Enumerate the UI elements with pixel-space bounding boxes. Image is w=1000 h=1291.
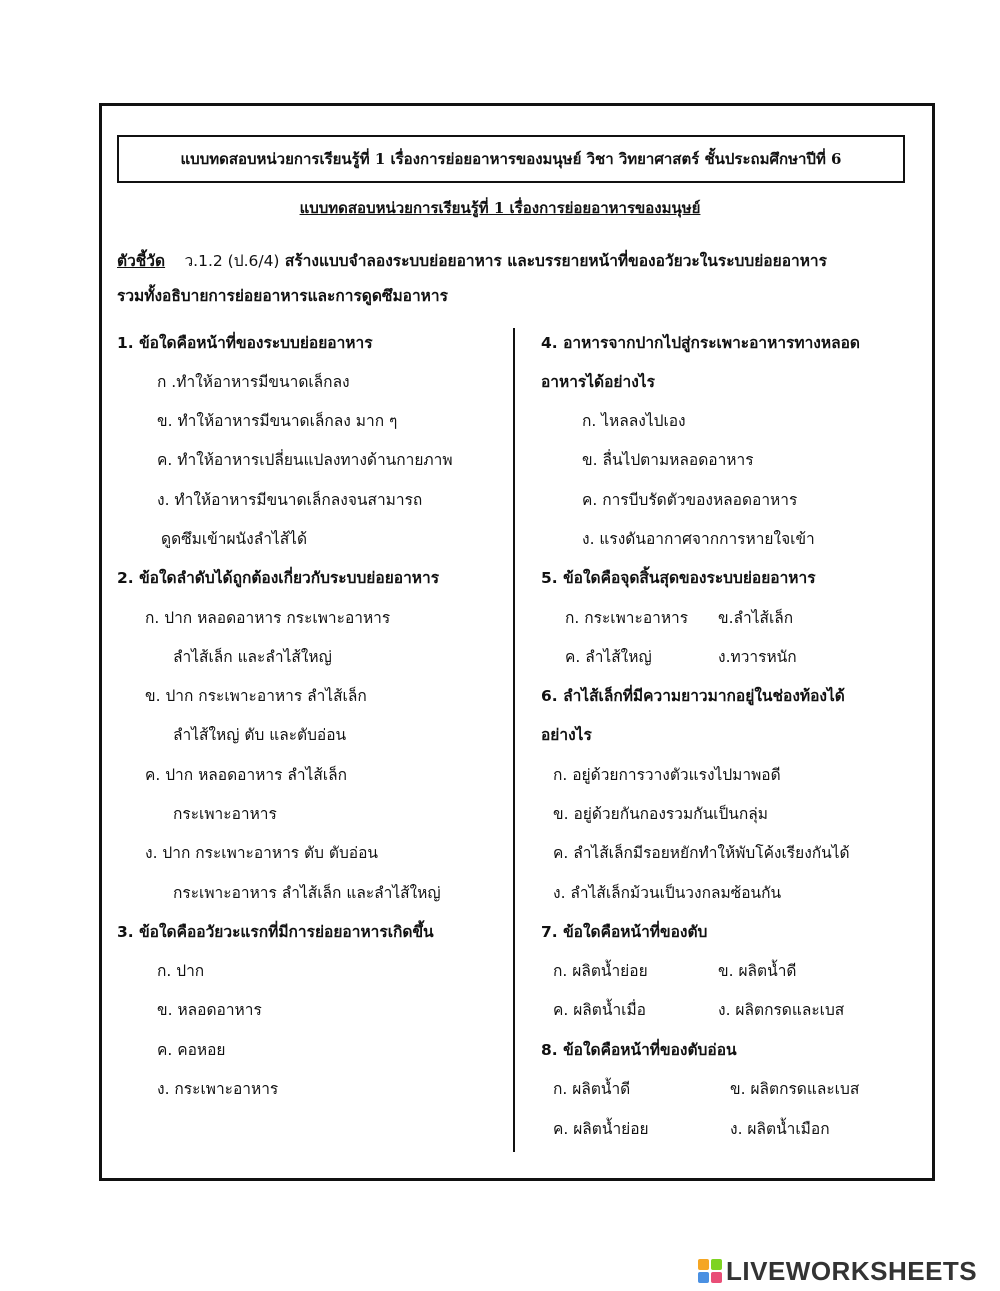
q4-option-a[interactable]: ก. ไหลลงไปเอง — [582, 412, 686, 430]
logo-text: LIVEWORKSHEETS — [726, 1255, 978, 1286]
q3-option-d[interactable]: ง. กระเพาะอาหาร — [157, 1080, 279, 1098]
q8-option-b[interactable]: ข. ผลิตกรดและเบส — [730, 1080, 860, 1098]
q7-option-a[interactable]: ก. ผลิตน้ำย่อย — [553, 962, 648, 980]
q6-option-b[interactable]: ข. อยู่ด้วยกันกองรวมกันเป็นกลุ่ม — [553, 805, 768, 823]
q5-option-c[interactable]: ค. ลำไส้ใหญ่ — [565, 648, 652, 666]
q2-option-d-cont: กระเพาะอาหาร ลำไส้เล็ก และลำไส้ใหญ่ — [173, 884, 441, 902]
q2-option-c-cont: กระเพาะอาหาร — [173, 805, 277, 823]
q7-option-b[interactable]: ข. ผลิตน้ำดี — [718, 962, 797, 980]
q8-option-c[interactable]: ค. ผลิตน้ำย่อย — [553, 1120, 649, 1138]
logo-square-2 — [711, 1259, 722, 1270]
question-5: 5. ข้อใดคือจุดสิ้นสุดของระบบย่อยอาหาร — [541, 569, 816, 587]
indicator-text-2: รวมทั้งอธิบายการย่อยอาหารและการดูดซึมอาหาร — [117, 287, 448, 305]
question-4-cont: อาหารได้อย่างไร — [541, 373, 655, 391]
q6-option-a[interactable]: ก. อยู่ด้วยการวางตัวแรงไปมาพอดี — [553, 766, 781, 784]
liveworksheets-logo[interactable] — [698, 1256, 977, 1286]
indicator-block — [117, 244, 907, 314]
logo-square-1 — [698, 1259, 709, 1270]
header-title: แบบทดสอบหน่วยการเรียนรู้ที่ 1 เรื่องการย่อยอาหารของมนุษย์ วิชา วิทยาศาสตร์ ชั้นประถมศึกษาปีที่ 6 — [180, 150, 842, 168]
liveworksheets-logo-icon — [698, 1259, 722, 1283]
logo-square-4 — [711, 1272, 722, 1283]
question-2: 2. ข้อใดลำดับได้ถูกต้องเกี่ยวกับระบบย่อยอาหาร — [117, 569, 440, 587]
question-7: 7. ข้อใดคือหน้าที่ของตับ — [541, 923, 708, 941]
q5-option-b[interactable]: ข.ลำไส้เล็ก — [718, 609, 794, 627]
q2-option-a-cont: ลำไส้เล็ก และลำไส้ใหญ่ — [173, 648, 332, 666]
q4-option-c[interactable]: ค. การบีบรัดตัวของหลอดอาหาร — [582, 491, 798, 509]
q8-option-a[interactable]: ก. ผลิตน้ำดี — [553, 1080, 631, 1098]
q6-option-d[interactable]: ง. ลำไส้เล็กม้วนเป็นวงกลมซ้อนกัน — [553, 884, 782, 902]
header-title-box — [117, 135, 905, 183]
q1-option-b[interactable]: ข. ทำให้อาหารมีขนาดเล็กลง มาก ๆ — [157, 412, 398, 430]
q2-option-c[interactable]: ค. ปาก หลอดอาหาร ลำไส้เล็ก — [145, 766, 347, 784]
q5-option-d[interactable]: ง.ทวารหนัก — [718, 648, 797, 666]
q7-option-d[interactable]: ง. ผลิตกรดและเบส — [718, 1001, 845, 1019]
q8-option-d[interactable]: ง. ผลิตน้ำเมือก — [730, 1120, 830, 1138]
page-subtitle: แบบทดสอบหน่วยการเรียนรู้ที่ 1 เรื่องการย่อยอาหารของมนุษย์ — [299, 199, 701, 217]
q7-option-c[interactable]: ค. ผลิตน้ำเมื่อ — [553, 1001, 646, 1019]
logo-square-3 — [698, 1272, 709, 1283]
q1-option-d-cont: ดูดซึมเข้าผนังลำไส้ได้ — [161, 530, 308, 548]
q1-option-a[interactable]: ก .ทำให้อาหารมีขนาดเล็กลง — [157, 373, 350, 391]
question-1: 1. ข้อใดคือหน้าที่ของระบบย่อยอาหาร — [117, 334, 373, 352]
column-divider — [513, 328, 515, 1152]
q4-option-d[interactable]: ง. แรงดันอากาศจากการหายใจเข้า — [582, 530, 815, 548]
q4-option-b[interactable]: ข. ลื่นไปตามหลอดอาหาร — [582, 451, 754, 469]
q2-option-a[interactable]: ก. ปาก หลอดอาหาร กระเพาะอาหาร — [145, 609, 391, 627]
indicator-line-1 — [117, 244, 907, 279]
indicator-text-1: สร้างแบบจำลองระบบย่อยอาหาร และบรรยายหน้าที่ของอวัยวะในระบบย่อยอาหาร — [284, 252, 827, 270]
question-3: 3. ข้อใดคืออวัยวะแรกที่มีการย่อยอาหารเกิดขึ้น — [117, 923, 434, 941]
question-6: 6. ลำไส้เล็กที่มีความยาวมากอยู่ในช่องท้องได้ — [541, 687, 845, 705]
q5-option-a[interactable]: ก. กระเพาะอาหาร — [565, 609, 689, 627]
q2-option-b[interactable]: ข. ปาก กระเพาะอาหาร ลำไส้เล็ก — [145, 687, 367, 705]
q2-option-b-cont: ลำไส้ใหญ่ ตับ และตับอ่อน — [173, 726, 347, 744]
indicator-code: ว.1.2 (ป.6/4) — [184, 252, 280, 270]
q1-option-c[interactable]: ค. ทำให้อาหารเปลี่ยนแปลงทางด้านกายภาพ — [157, 451, 453, 469]
q1-option-d[interactable]: ง. ทำให้อาหารมีขนาดเล็กลงจนสามารถ — [157, 491, 423, 509]
question-8: 8. ข้อใดคือหน้าที่ของตับอ่อน — [541, 1041, 737, 1059]
question-4: 4. อาหารจากปากไปสู่กระเพาะอาหารทางหลอด — [541, 334, 860, 352]
q3-option-c[interactable]: ค. คอหอย — [157, 1041, 226, 1059]
q2-option-d[interactable]: ง. ปาก กระเพาะอาหาร ตับ ตับอ่อน — [145, 844, 378, 862]
q3-option-a[interactable]: ก. ปาก — [157, 962, 205, 980]
q3-option-b[interactable]: ข. หลอดอาหาร — [157, 1001, 262, 1019]
indicator-label: ตัวชี้วัด — [117, 252, 166, 270]
question-6-cont: อย่างไร — [541, 726, 592, 744]
q6-option-c[interactable]: ค. ลำไส้เล็กมีรอยหยักทำให้พับโค้งเรียงกันได้ — [553, 844, 850, 862]
